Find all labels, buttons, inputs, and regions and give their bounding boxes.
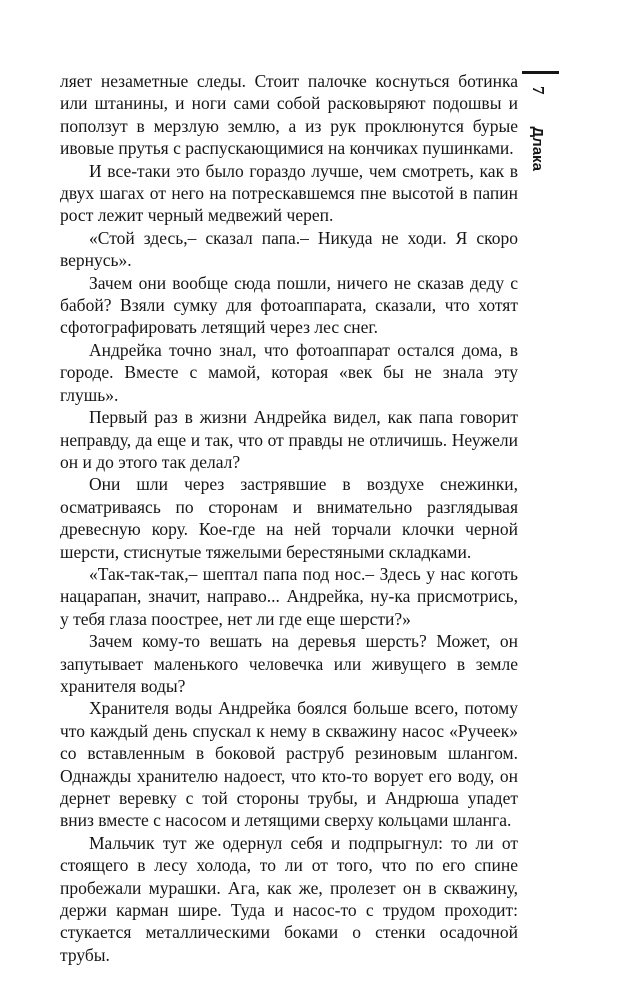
paragraph: ляет незаметные следы. Стоит палочке коснуться ботинка или штанины, и ноги сами собой расковыряют подошвы и поползут в мерзлую землю, а из рук проклюнутся бурые ивовые прутья с распускающимися на кончиках пушинками. <box>60 71 518 159</box>
book-title: Длака <box>529 126 546 171</box>
paragraph: Хранителя воды Андрейка боялся больше всего, потому что каждый день спускал к нему в скважину насос «Ручеек» со вставленным в боковой раструб резиновым шлангом. Однажды хранителю надоест, что кто-то ворует его воду, он дернет веревку с той стороны трубы, и Андрюша упадет вниз вместе с насосом и летящими сверху кольцами шланга. <box>60 698 518 831</box>
paragraph: Зачем кому-то вешать на деревья шерсть? Может, он запутывает маленького человечка или живущего в земле хранителя воды? <box>60 631 518 696</box>
paragraph: «Так-так-так,– шептал папа под нос.– Здесь у нас коготь нацарапан, значит, направо... Андрейка, ну-ка присмотрись, у тебя глаза поострее, нет ли где еще шерсти?» <box>60 563 518 629</box>
paragraph: И все-таки это было гораздо лучше, чем смотреть, как в двух шагах от него на потрескавшемся пне высотой в папин рост лежит черный медвежий череп. <box>60 160 518 226</box>
page-number: 7 <box>529 86 548 95</box>
running-header <box>528 86 548 386</box>
paragraph: «Стой здесь,– сказал папа.– Никуда не ходи. Я скоро вернусь». <box>60 227 518 271</box>
paragraph: Первый раз в жизни Андрейка видел, как папа говорит неправду, да еще и так, что от правды не отличишь. Неужели он и до этого так делал? <box>60 407 518 472</box>
paragraph: Андрейка точно знал, что фотоаппарат остался дома, в городе. Вместе с мамой, которая «век бы не знала эту глушь». <box>60 339 518 405</box>
paragraph: Они шли через застрявшие в воздухе снежинки, осматриваясь по сторонам и внимательно разглядывая древесную кору. Кое-где на ней торчали клочки черной шерсти, стиснутые тяжелыми берестяными складками. <box>60 474 518 562</box>
paragraph: Мальчик тут же одернул себя и подпрыгнул: то ли от стоящего в лесу холода, то ли от того, что по его спине пробежали мурашки. Ага, как же, пролезет он в скважину, держи карман шире. Туда и насос-то с трудом проходит: стукается металлическими боками о стенки осадочной трубы. <box>60 832 518 965</box>
body-text <box>60 70 518 966</box>
paragraph: Зачем они вообще сюда пошли, ничего не сказав деду с бабой? Взяли сумку для фотоаппарата, сказали, что хотят сфотографировать летящий через лес снег. <box>60 272 518 338</box>
header-rule <box>522 71 559 74</box>
